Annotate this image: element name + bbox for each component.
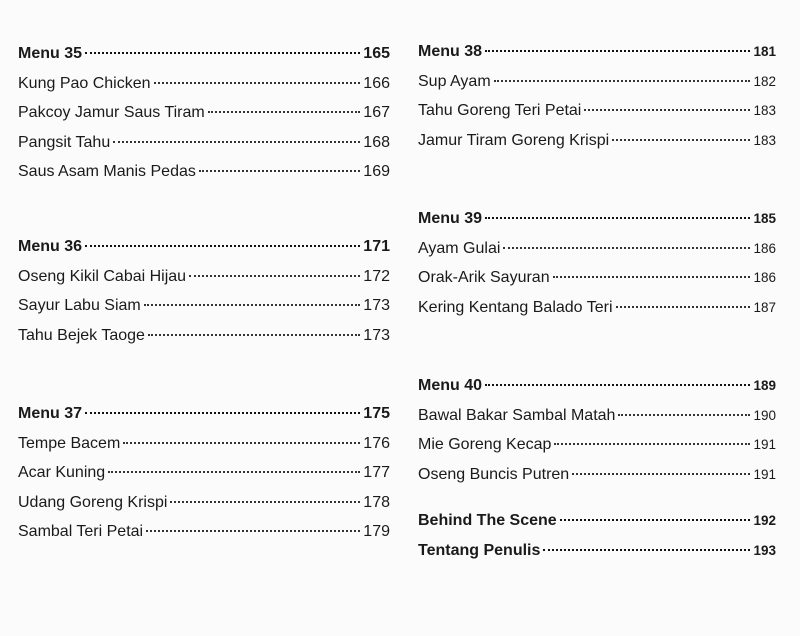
toc-entry — [18, 98, 390, 128]
dot-leader — [199, 154, 360, 172]
toc-entry — [418, 67, 776, 97]
dot-leader — [616, 290, 751, 308]
toc-entry-title: Menu 40 — [418, 377, 483, 394]
toc-heading-entry — [18, 39, 390, 69]
toc-entry-title: Jamur Tiram Goreng Krispi — [418, 131, 610, 149]
toc-page-number: 168 — [363, 133, 390, 151]
toc-heading-entry — [418, 37, 776, 67]
toc-page-number: 186 — [753, 270, 776, 285]
toc-page-number: 183 — [753, 103, 776, 118]
dot-leader — [612, 123, 750, 141]
toc-entry — [18, 128, 390, 158]
toc-entry-title: Menu 38 — [418, 43, 483, 60]
dot-leader — [123, 426, 360, 444]
toc-entry — [418, 460, 776, 490]
toc-entry-title: Saus Asam Manis Pedas — [18, 163, 196, 180]
toc-page-number: 179 — [363, 523, 390, 540]
toc-entry-title: Pangsit Tahu — [18, 133, 111, 151]
dot-leader — [543, 533, 750, 551]
toc-entry-title: Kung Pao Chicken — [18, 74, 151, 92]
toc-page-number: 185 — [753, 211, 776, 226]
toc-entry — [18, 262, 390, 292]
toc-entry — [418, 263, 776, 293]
toc-entry — [418, 401, 776, 431]
dot-leader — [485, 34, 750, 52]
toc-section-menu-35 — [18, 39, 390, 187]
toc-entry-title: Orak-Arik Sayuran — [418, 269, 550, 286]
toc-heading-entry — [418, 536, 776, 566]
toc-heading-entry — [18, 399, 390, 429]
toc-entry-title: Oseng Kikil Cabai Hijau — [18, 267, 187, 285]
toc-entry-title: Sayur Labu Siam — [18, 297, 141, 314]
toc-entry-title: Ayam Gulai — [418, 239, 501, 257]
toc-entry — [18, 488, 390, 518]
toc-section-menu-39 — [418, 204, 776, 322]
toc-entry — [18, 321, 390, 351]
dot-leader — [144, 288, 361, 306]
toc-entry — [18, 429, 390, 459]
dot-leader — [554, 427, 750, 445]
toc-entry-title: Sup Ayam — [418, 72, 491, 90]
toc-entry-title: Oseng Buncis Putren — [418, 465, 570, 483]
toc-section-menu-37 — [18, 399, 390, 547]
dot-leader — [154, 66, 361, 84]
toc-page-number: 165 — [363, 45, 390, 62]
dot-leader — [108, 455, 360, 473]
toc-page-number: 190 — [753, 407, 776, 423]
toc-page-number: 181 — [753, 44, 776, 59]
toc-page-number: 173 — [363, 326, 390, 344]
dot-leader — [485, 201, 750, 219]
toc-page-number: 169 — [363, 163, 390, 180]
toc-entry-title: Kering Kentang Balado Teri — [418, 298, 613, 316]
toc-entry-title: Behind The Scene — [418, 512, 557, 529]
toc-page-number: 167 — [363, 104, 390, 121]
toc-entry — [418, 234, 776, 264]
toc-entry-title: Tahu Goreng Teri Petai — [418, 102, 582, 119]
dot-leader — [85, 229, 360, 247]
toc-page-number: 173 — [363, 297, 390, 314]
toc-entry-title: Menu 39 — [418, 210, 483, 227]
toc-entry — [418, 96, 776, 126]
toc-entry — [418, 430, 776, 460]
toc-entry-title: Menu 35 — [18, 45, 83, 62]
toc-entry-title: Menu 37 — [18, 405, 83, 422]
toc-section-menu-38 — [418, 37, 776, 155]
toc-heading-entry — [418, 204, 776, 234]
toc-page-number: 175 — [363, 405, 390, 422]
toc-entry-title: Menu 36 — [18, 238, 83, 255]
toc-entry — [18, 458, 390, 488]
toc-entry-title: Bawal Bakar Sambal Matah — [418, 406, 616, 424]
toc-page-number: 191 — [753, 466, 776, 482]
toc-entry — [18, 517, 390, 547]
dot-leader — [503, 231, 750, 249]
dot-leader — [572, 457, 750, 475]
toc-heading-entry — [418, 506, 776, 536]
toc-page-number: 178 — [363, 493, 390, 511]
toc-page-number: 191 — [753, 437, 776, 452]
dot-leader — [189, 259, 360, 277]
toc-entry-title: Sambal Teri Petai — [18, 523, 144, 540]
toc-entry — [18, 69, 390, 99]
dot-leader — [208, 95, 361, 113]
dot-leader — [584, 93, 750, 111]
dot-leader — [85, 396, 360, 414]
dot-leader — [485, 368, 750, 386]
toc-page-number: 166 — [363, 74, 390, 92]
toc-entry-title: Tempe Bacem — [18, 434, 121, 452]
dot-leader — [170, 485, 360, 503]
toc-entry-title: Acar Kuning — [18, 464, 106, 481]
toc-entry — [18, 291, 390, 321]
toc-entry — [418, 126, 776, 156]
toc-entry — [418, 293, 776, 323]
toc-page-number: 189 — [753, 378, 776, 393]
toc-heading-entry — [18, 232, 390, 262]
toc-section-menu-40 — [418, 371, 776, 489]
dot-leader — [494, 64, 751, 82]
dot-leader — [553, 260, 751, 278]
toc-section-menu-36 — [18, 232, 390, 350]
toc-entry — [18, 157, 390, 187]
toc-heading-entry — [418, 371, 776, 401]
dot-leader — [148, 318, 360, 336]
toc-section-closing — [418, 506, 776, 565]
toc-page-number: 187 — [753, 299, 776, 315]
dot-leader — [113, 125, 360, 143]
toc-page-number: 171 — [363, 238, 390, 255]
toc-entry-title: Pakcoy Jamur Saus Tiram — [18, 104, 205, 121]
toc-page-number: 172 — [363, 267, 390, 285]
toc-entry-title: Tentang Penulis — [418, 541, 541, 559]
dot-leader — [85, 36, 360, 54]
toc-entry-title: Udang Goreng Krispi — [18, 493, 168, 511]
toc-page-number: 176 — [363, 434, 390, 452]
toc-page-number: 183 — [753, 132, 776, 148]
toc-page-number: 192 — [753, 513, 776, 528]
dot-leader — [146, 514, 360, 532]
toc-page-number: 182 — [753, 73, 776, 89]
toc-page-number: 193 — [753, 542, 776, 558]
toc-page-number: 186 — [753, 240, 776, 256]
toc-entry-title: Tahu Bejek Taoge — [18, 326, 145, 344]
dot-leader — [560, 503, 751, 521]
dot-leader — [618, 398, 750, 416]
toc-page-number: 177 — [363, 464, 390, 481]
toc-entry-title: Mie Goreng Kecap — [418, 436, 552, 453]
